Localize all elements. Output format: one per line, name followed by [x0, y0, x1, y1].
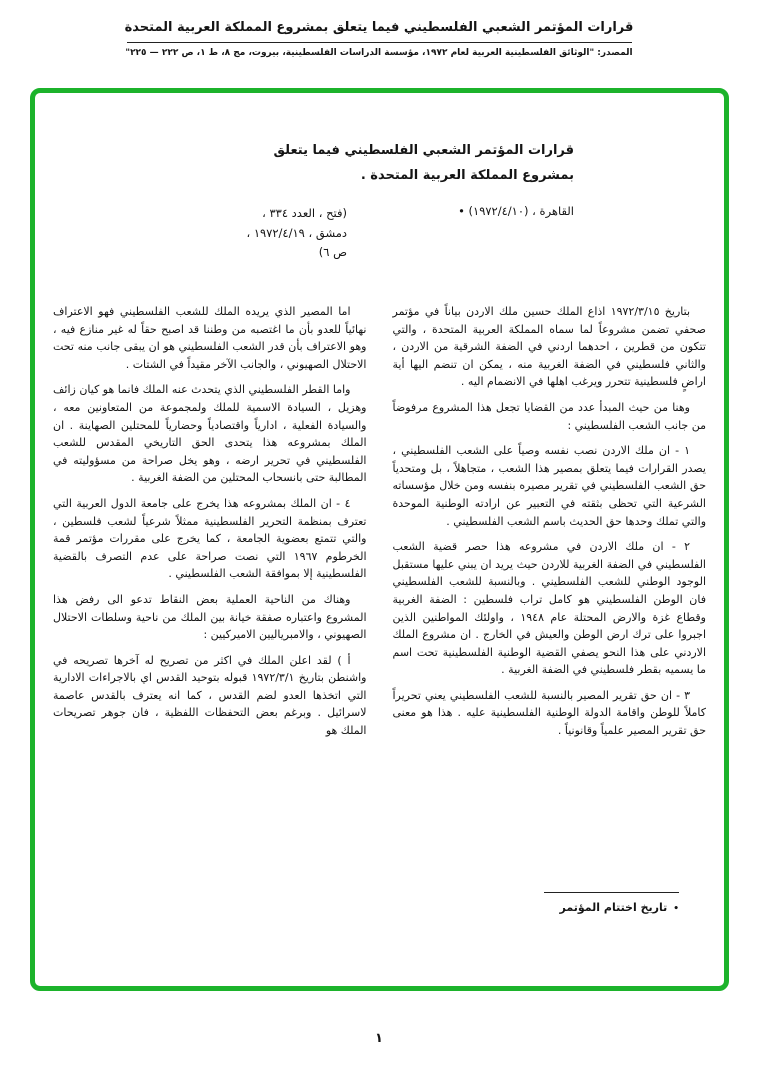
footnote-text-line [544, 901, 679, 914]
paragraph: وهناك من الناحية العملية بعض النقاط تدعو الى رفض هذا المشروع واعتباره صفقة خيانة بين الملك من ناحية وسلطات الاحتلال الصهيوني ، والامبرياليين الاميركيين : [53, 592, 367, 642]
paragraph: أ ) لقد اعلن الملك في اكثر من تصريح له آخرها تصريحه في واشنطن بتاريخ ١٩٧٢/٣/١ قبوله بتوحيد القدس اي بالاجراءات الادارية التي اتخذها العدو لضم القدس ، كما انه يعترف بالقدس عاصمة لاسرائيل . وبرغم بعض التحفظات اللفظية ، فان جوهر تصريحات الملك هو [53, 653, 367, 738]
footnote [544, 892, 679, 914]
text-columns [53, 303, 706, 748]
document-title: قرارات المؤتمر الشعبي الفلسطيني فيما يتعلق بمشروع المملكة العربية المتحدة . [273, 143, 574, 183]
paragraph: وهنا من حيث المبدأ عدد من القضايا تجعل هذا المشروع مرفوضاً من جانب الشعب الفلسطيني : [392, 400, 706, 432]
page-number: ١ [375, 1031, 383, 1046]
paragraph: ٢ - ان ملك الاردن في مشروعه هذا حصر قضية الشعب الفلسطيني في الضفة الغربية للاردن حيث يريد ان يبني عليها مستقبل الوجود الوطني للشعب الفلسطيني . وبالنسبة للشعب الفلسطيني فان الوطن الفلسطيني هو كامل تراب فلسطين : الضفة الغربية وقطاع غزة والارض المحتلة عام ١٩٤٨ ، واولئك المواطنين الذين اجبروا على ترك ارض الوطن والعيش في الخارج . ان مشروع الملك الاردني على هذا النحو يصفي القضية الوطنية الفلسطينية تحت اسم ما يسميه بقطر فلسطيني في الضفة الغربية . [392, 540, 706, 677]
document-body [35, 93, 724, 748]
paragraph: واما القطر الفلسطيني الذي يتحدث عنه الملك فانما هو كيان زائف وهزيل ، السيادة الاسمية للملك ولمجموعة من المتعاونين معه ، والسيادة الفعلية ، ادارياً واقتصادياً وحضارياً للمحتلين الصهاينة . ان الملك بمشروعه هذا يتحدى الحق التاريخي المقدس للشعب الفلسطيني في تحرير ارضه ، وهو يخل صراحة من مسؤوليته في المطالبة حتى بانسحاب المحتلين من الضفة الغربية . [53, 383, 367, 485]
header-divider [127, 42, 632, 43]
document-frame [30, 88, 729, 991]
dateline-place: القاهرة ، (١٩٧٢/٤/١٠) • [458, 204, 574, 219]
footnote-text: تاريخ اختتام المؤتمر [559, 901, 668, 914]
paragraph: اما المصير الذي يريده الملك للشعب الفلسطيني فهو الاعتراف نهائياً للعدو بأن ما اغتصبه من وطننا قد اصبح حقاً له غير منازع فيه ، وهو الاعتراف بأن قدر الشعب الفلسطيني هو ان يبقى جانب منه تحت الاحتلال الصهيوني ، والجانب الآخر مقيداً في الشتات . [53, 305, 367, 371]
dateline-citation: (فتح ، العدد ٣٣٤ ، دمشق ، ١٩٧٢/٤/١٩ ، ص ٦) [246, 206, 347, 260]
footnote-divider [544, 892, 679, 893]
footnote-bullet-icon: • [673, 904, 679, 914]
paragraph: بتاريخ ١٩٧٢/٣/١٥ اذاع الملك حسين ملك الاردن بياناً في مؤتمر صحفي تضمن مشروعاً لما سماه المملكة العربية المتحدة ، والتي تتكون من قطرين ، احدهما اردني في الضفة الشرقية من الاردن ، والثاني فلسطيني في الضفة الغربية منه ، يمكن ان تنضم اليها أية اراضٍ فلسطينية تتحرر ويرغب اهلها في الانضمام اليه . [392, 305, 706, 389]
page-header [0, 0, 758, 58]
header-title: قرارات المؤتمر الشعبي الفلسطيني فيما يتعلق بمشروع المملكة العربية المتحدة [124, 20, 634, 35]
dateline [229, 204, 574, 263]
paragraph: ٤ - ان الملك بمشروعه هذا يخرج على جامعة الدول العربية التي تعترف بمنظمة التحرير الفلسطينية ممثلاً شرعياً لشعب فلسطين ، والتي تتمتع بعضوية الجامعة ، كما يخرج على مقررات مؤتمر قمة الخرطوم ١٩٦٧ التي نصت صراحة على عدم التصرف بالقضية الفلسطينية إلا بموافقة الشعب الفلسطيني . [53, 496, 367, 581]
column-right [393, 303, 707, 748]
header-source-line: المصدر: "الوثائق الفلسطينية العربية لعام ١٩٧٢، مؤسسة الدراسات الفلسطينية، بيروت، مج ٨، ط ١، ص ٢٢٢ — ٢٢٥" [125, 48, 633, 58]
column-left [53, 303, 367, 748]
paragraph: ١ - ان ملك الاردن نصب نفسه وصياً على الشعب الفلسطيني ، يصدر القرارات فيما يتعلق بمصير هذا الشعب ، متجاهلاً ، بل ومتحدياً حق الشعب الفلسطيني في تقرير مصيره بنفسه ومن خلال مؤسساته الشرعية التي تحظى بثقته في التعبير عن ارادته الوطنية الموحدة والتي تملك وحدها حق الحديث باسم الشعب الفلسطيني . [392, 444, 706, 528]
paragraph: ٣ - ان حق تقرير المصير بالنسبة للشعب الفلسطيني يعني تحريراً كاملاً للوطن واقامة الدولة الوطنية الفلسطينية عليه . هذا هو معنى حق تقرير المصير علمياً وقانونياً . [392, 688, 706, 738]
